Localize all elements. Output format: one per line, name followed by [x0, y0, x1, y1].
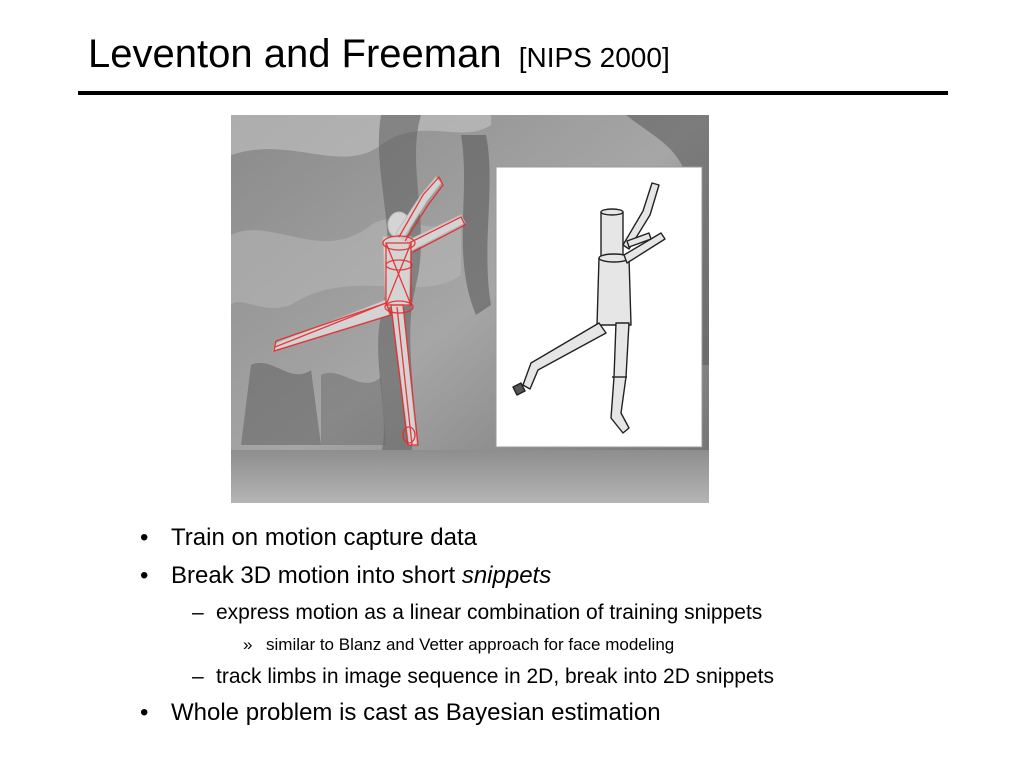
model-inset [496, 167, 702, 447]
sub-bullet-text: track limbs in image sequence in 2D, break into 2D snippets [216, 665, 774, 688]
sub-sub-bullet-marker: » [243, 635, 253, 654]
sub-bullet-marker: – [192, 601, 204, 624]
dancer-pose-figure [231, 115, 709, 503]
bullet-text: Train on motion capture data [171, 524, 477, 551]
bullet-marker: • [140, 699, 149, 726]
bullet-text [171, 562, 551, 590]
bullet-text-emphasis: snippets [461, 562, 552, 589]
bullet-marker: • [140, 524, 149, 551]
slide-title [88, 30, 670, 82]
sub-sub-bullet-text: similar to Blanz and Vetter approach for face modeling [266, 635, 675, 654]
bullet-text-prefix: Break 3D motion into short [171, 562, 462, 589]
sub-bullet-text: express motion as a linear combination of training snippets [216, 601, 763, 624]
title-citation: [NIPS 2000] [518, 42, 670, 73]
title-divider [78, 91, 948, 95]
bullet-text: Whole problem is cast as Bayesian estimation [171, 699, 661, 726]
title-text: Leventon and Freeman [88, 32, 502, 76]
sub-bullet-marker: – [192, 665, 204, 688]
bullet-marker: • [140, 562, 149, 589]
